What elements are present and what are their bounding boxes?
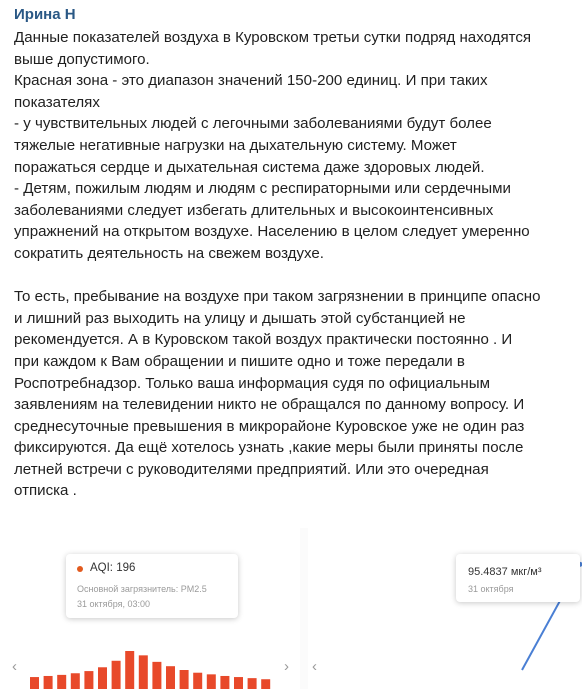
aqi-bar[interactable] xyxy=(180,670,189,689)
paragraph-gap xyxy=(14,265,580,287)
text-line: рекомендуется. А в Куровском такой воздух практически постоянно . И xyxy=(14,331,513,349)
text-line: отписка . xyxy=(14,482,77,500)
aqi-bar[interactable] xyxy=(234,677,243,689)
text-line: и лишний раз выходить на улицу и дышать этой субстанцией не xyxy=(14,309,466,327)
pm-value: 95.4837 мкг/м³ xyxy=(468,566,542,578)
aqi-chart-panel xyxy=(0,528,300,689)
aqi-bar[interactable] xyxy=(166,666,175,689)
aqi-tooltip xyxy=(66,554,238,618)
post-author[interactable]: Ирина Н xyxy=(14,6,76,23)
paragraph-2 xyxy=(14,286,580,502)
aqi-bar[interactable] xyxy=(30,677,39,689)
text-line: тяжелые негативные нагрузки на дыхательную систему. Может xyxy=(14,136,457,154)
chevron-left-icon[interactable]: ‹ xyxy=(312,658,317,675)
text-line: Красная зона - это диапазон значений 150-200 единиц. И при таких xyxy=(14,72,488,90)
aqi-bar[interactable] xyxy=(125,651,134,689)
aqi-bar[interactable] xyxy=(57,675,66,689)
aqi-bar[interactable] xyxy=(261,679,270,689)
text-line: То есть, пребывание на воздухе при таком загрязнении в принципе опасно xyxy=(14,288,541,306)
aqi-bar[interactable] xyxy=(71,673,80,689)
aqi-bar[interactable] xyxy=(248,678,257,689)
chevron-left-icon[interactable]: ‹ xyxy=(12,658,17,675)
aqi-bar[interactable] xyxy=(84,671,93,689)
paragraph-1 xyxy=(14,27,580,265)
text-line: сократить деятельность на свежем воздухе. xyxy=(14,244,325,262)
pm-date: 31 октября xyxy=(468,584,514,594)
text-line: - у чувствительных людей с легочными заболеваниями будут более xyxy=(14,115,492,133)
text-line: показателях xyxy=(14,93,100,111)
chevron-right-icon[interactable]: › xyxy=(284,658,289,675)
text-line: летней встречи с руководителями предприятий. Или это очередная xyxy=(14,460,489,478)
aqi-bar[interactable] xyxy=(98,667,107,689)
aqi-value: AQI: 196 xyxy=(90,562,136,574)
text-line: среднесуточные превышения в микрорайоне Куровское уже не один раз xyxy=(14,417,525,435)
post-body xyxy=(14,4,580,502)
pm-line-chart xyxy=(308,528,582,689)
aqi-bar[interactable] xyxy=(193,673,202,689)
aqi-bar[interactable] xyxy=(152,662,161,689)
text-line: фиксируются. Да ещё хотелось узнать ,какие меры были приняты после xyxy=(14,439,524,457)
text-line: - Детям, пожилым людям и людям с респираторными или сердечными xyxy=(14,180,511,198)
aqi-pollutant: Основной загрязнитель: PM2.5 xyxy=(77,584,207,594)
text-line: Роспотребнадзор. Только ваша информация судя по официальным xyxy=(14,374,490,392)
pm-chart-panel xyxy=(308,528,582,689)
aqi-dot-icon xyxy=(77,566,83,572)
text-line: поражаться сердце и дыхательная система даже здоровых людей. xyxy=(14,158,485,176)
aqi-bar[interactable] xyxy=(112,661,121,689)
text-line: заявлениям на телевидении никто не обращался по данному вопросу. И xyxy=(14,396,525,414)
text-line: упражнений на открытом воздухе. Населению в целом следует умеренно xyxy=(14,223,530,241)
aqi-bar[interactable] xyxy=(220,676,229,689)
text-line: Данные показателей воздуха в Куровском третьи сутки подряд находятся xyxy=(14,29,532,46)
aqi-bar[interactable] xyxy=(207,674,216,689)
text-line: заболеваниями следует избегать длительных и высокоинтенсивных xyxy=(14,201,494,219)
aqi-datetime: 31 октября, 03:00 xyxy=(77,599,151,609)
text-line: выше допустимого. xyxy=(14,50,150,68)
chart-screenshot xyxy=(0,528,582,689)
aqi-bar[interactable] xyxy=(44,676,53,689)
text-line: при каждом к Вам обращении и пишите одно и тоже передали в xyxy=(14,352,465,370)
pm-tooltip xyxy=(456,554,580,602)
aqi-bar[interactable] xyxy=(139,655,148,689)
